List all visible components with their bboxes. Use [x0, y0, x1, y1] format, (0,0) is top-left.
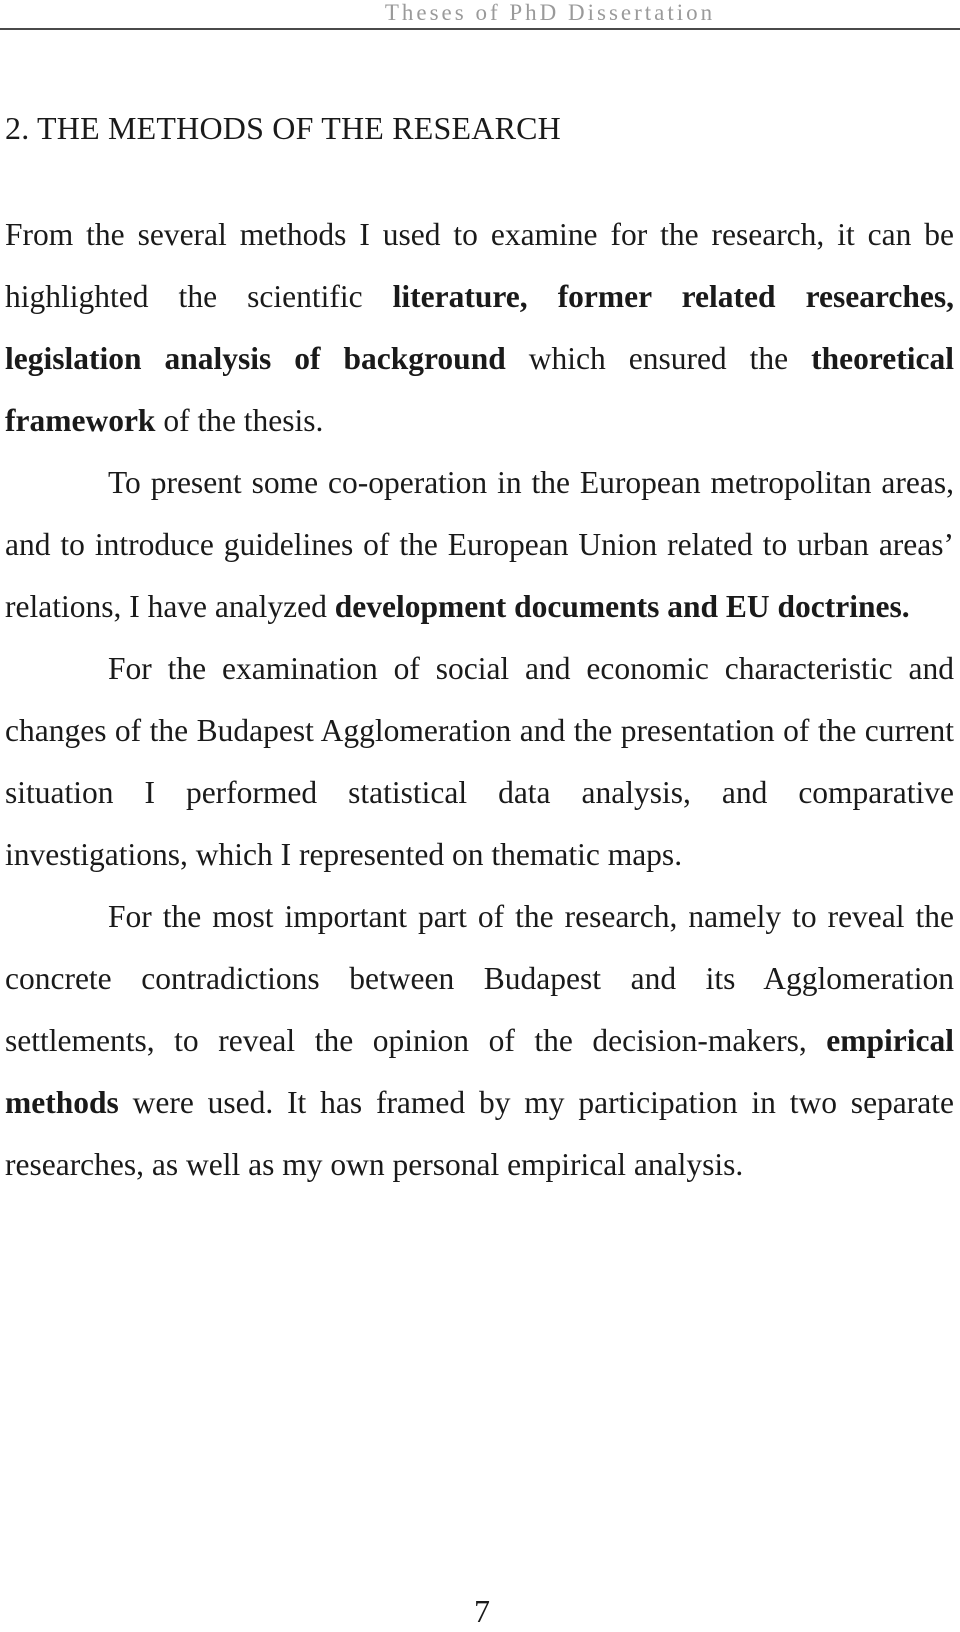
page-number: 7: [474, 1593, 490, 1629]
bold-text-run: empirical methods: [5, 1023, 954, 1120]
body-paragraph: [5, 452, 954, 638]
page-content: [5, 104, 954, 1196]
section-heading: 2. THE METHODS OF THE RESEARCH: [5, 110, 561, 146]
text-run: From the several methods I used to examine for the research, it can be highlighted the scientific: [5, 217, 954, 314]
body-paragraph: [5, 886, 954, 1196]
text-run: were used. It has framed by my participation in two separate researches, as well as my own personal empirical analysis.: [5, 1085, 954, 1182]
bold-text-run: literature, former related researches, legislation analysis of background: [5, 279, 954, 376]
text-run: of the thesis.: [155, 403, 324, 438]
text-run: To present some co-operation in the European metropolitan areas, and to introduce guidelines of the European Union related to urban areas’ relations, I have analyzed: [5, 465, 954, 624]
text-run: For the examination of social and economic characteristic and changes of the Budapest Agglomeration and the presentation of the current situation I performed statistical data analysis, and comparative investigations, which I represented on thematic maps.: [5, 651, 954, 872]
text-run: which ensured the: [505, 341, 812, 376]
bold-text-run: development documents and EU doctrines.: [334, 589, 910, 624]
bold-text-run: theoretical framework: [5, 341, 954, 438]
body-paragraph: [5, 638, 954, 886]
body-paragraph: [5, 204, 954, 452]
text-run: For the most important part of the research, namely to reveal the concrete contradictions between Budapest and its Agglomeration settlements, to reveal the opinion of the decision-makers,: [5, 899, 954, 1058]
body-text: [5, 204, 954, 1196]
running-header: Theses of PhD Dissertation: [0, 0, 960, 30]
